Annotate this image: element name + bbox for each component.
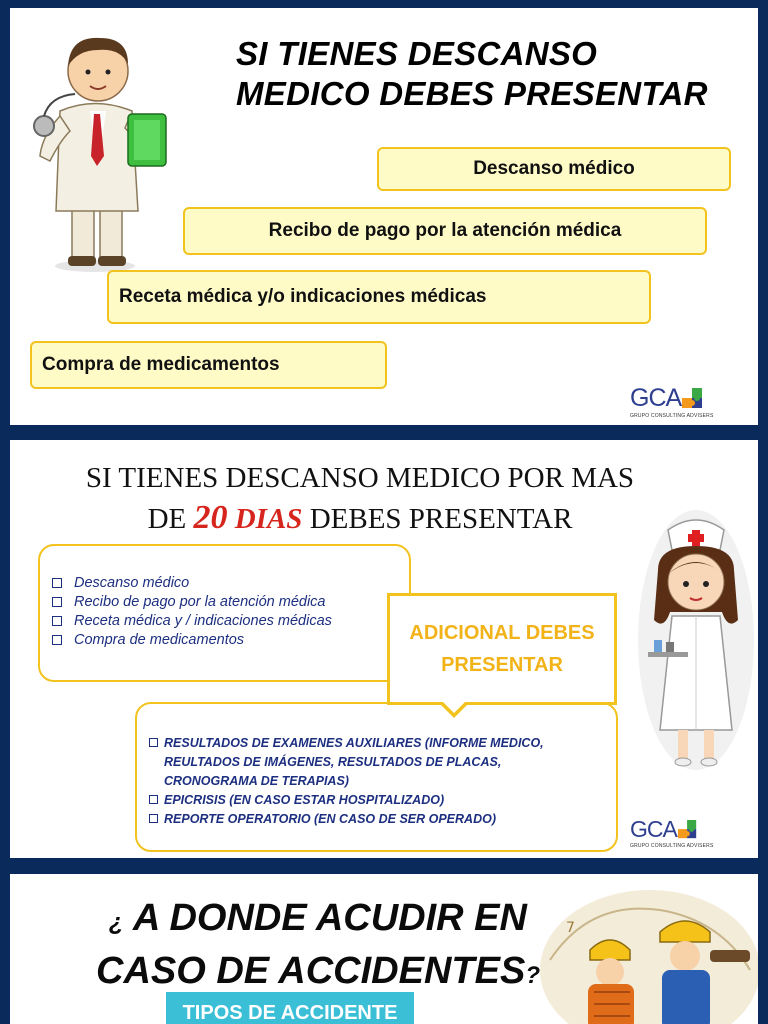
list-item-text: Compra de medicamentos (74, 632, 245, 648)
checkbox-icon (52, 578, 62, 588)
page-title (10, 458, 710, 539)
title-number: 20 (193, 499, 228, 536)
title-line-2 (10, 498, 710, 539)
open-question-mark: ¿ (109, 909, 124, 936)
workers-illustration (530, 880, 758, 1024)
checkbox-icon (149, 814, 158, 823)
list-item-text: Receta médica y / indicaciones médicas (74, 613, 332, 629)
gca-logo (630, 816, 714, 849)
logo-subtitle: GRUPO CONSULTING ADVISERS (630, 413, 714, 419)
list-item-text: EPICRISIS (EN CASO ESTAR HOSPITALIZADO) (164, 793, 445, 807)
title-dias: DIAS (227, 503, 303, 535)
list-item-text: RESULTADOS DE EXAMENES AUXILIARES (INFORME MEDICO, REULTADOS DE IMÁGENES, RESULTADOS DE PLACAS, CRONOGRAMA DE TERAPIAS) (164, 736, 544, 788)
puzzle-icon (678, 820, 698, 840)
checkbox-icon (149, 738, 158, 747)
basic-requirements-box (38, 544, 411, 682)
title-line-1: SI TIENES DESCANSO MEDICO POR MAS (85, 462, 635, 494)
checkbox-icon (52, 635, 62, 645)
requirement-item-recibo: Recibo de pago por la atención médica (183, 207, 707, 255)
svg-text:7: 7 (566, 920, 575, 936)
requirement-item-receta: Receta médica y/o indicaciones médicas (107, 270, 651, 324)
additional-requirements-list (149, 734, 616, 829)
logo-subtitle: GRUPO CONSULTING ADVISERS (630, 843, 714, 849)
doctor-illustration (20, 16, 190, 276)
checkbox-icon (52, 616, 62, 626)
close-question-mark: ? (525, 962, 540, 989)
title-line-1: SI TIENES DESCANSO (236, 35, 598, 72)
title-de: DE (147, 503, 194, 535)
title-line-1 (68, 894, 568, 947)
requirement-item-descanso: Descanso médico (377, 147, 731, 191)
slide-descanso-medico (10, 8, 758, 425)
page-title (236, 34, 756, 114)
list-item-text: Descanso médico (74, 575, 190, 591)
list-item (52, 612, 409, 631)
list-item (149, 791, 616, 810)
puzzle-icon (682, 388, 704, 410)
callout-line-2: PRESENTAR (441, 654, 563, 676)
tipos-accidente-button[interactable]: TIPOS DE ACCIDENTE (166, 992, 414, 1024)
title-text-2: CASO DE ACCIDENTES (96, 950, 526, 992)
nurse-illustration (628, 500, 758, 780)
logo-text: GCA (630, 816, 677, 842)
basic-requirements-list (52, 574, 409, 650)
list-item (52, 574, 409, 593)
checkbox-icon (52, 597, 62, 607)
additional-callout (387, 593, 617, 705)
list-item (149, 734, 616, 791)
title-text-1: A DONDE ACUDIR EN (123, 897, 527, 939)
list-item (149, 810, 616, 829)
slide-accidentes (10, 874, 758, 1024)
title-line-2: MEDICO DEBES PRESENTAR (236, 75, 708, 112)
checkbox-icon (149, 795, 158, 804)
title-rest: DEBES PRESENTAR (302, 503, 573, 535)
callout-tail-inner (442, 701, 466, 713)
list-item-text: Recibo de pago por la atención médica (74, 594, 326, 610)
requirement-item-compra: Compra de medicamentos (30, 341, 387, 389)
page-title (68, 894, 568, 1000)
list-item (52, 631, 409, 650)
gca-logo (630, 384, 714, 419)
list-item-text: REPORTE OPERATORIO (EN CASO DE SER OPERADO) (164, 812, 496, 826)
list-item (52, 593, 409, 612)
callout-line-1: ADICIONAL DEBES (409, 622, 595, 644)
logo-text: GCA (630, 384, 682, 412)
slide-descanso-20-dias (10, 440, 758, 858)
additional-requirements-box (135, 702, 618, 852)
